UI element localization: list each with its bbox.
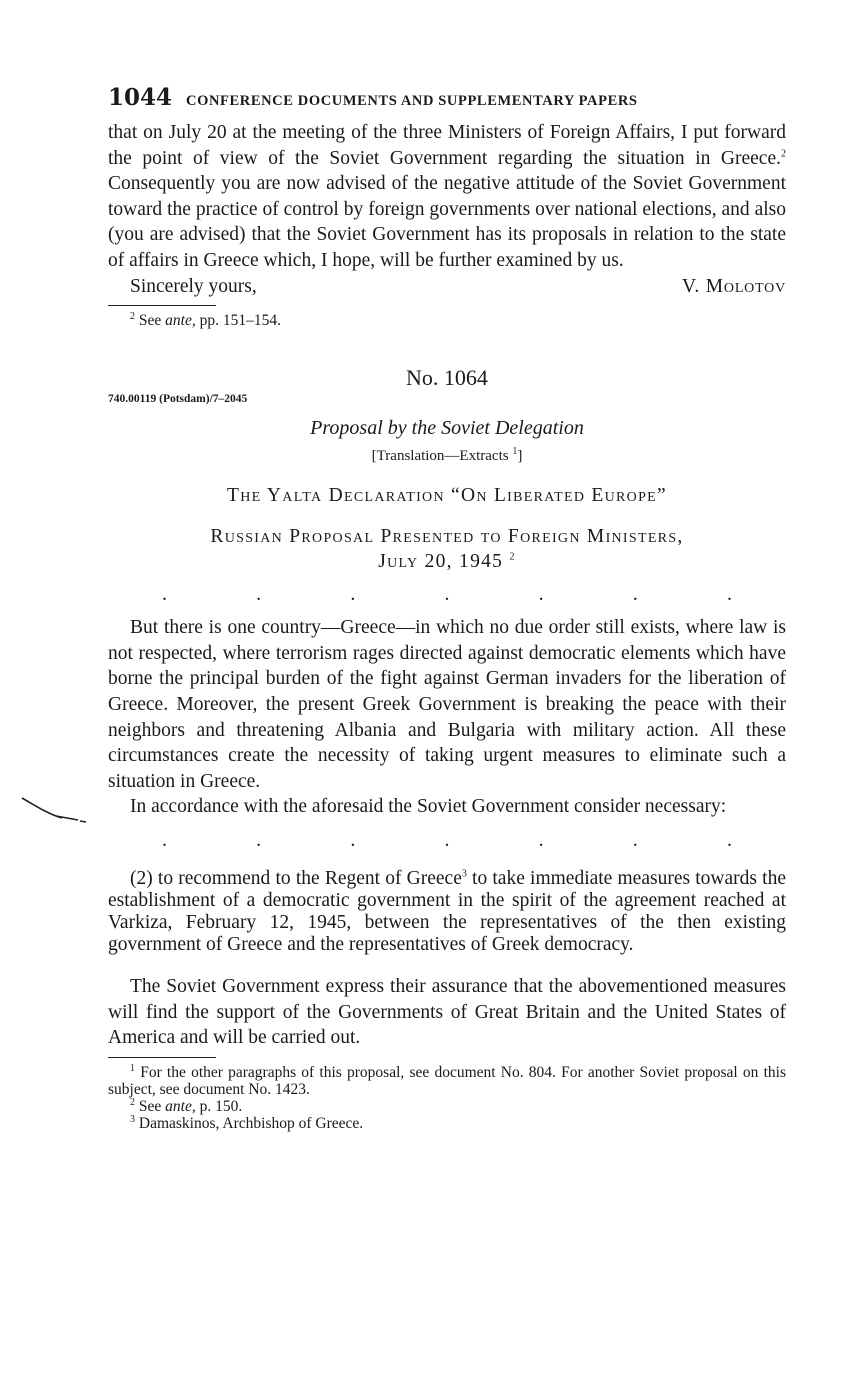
footnote-2: $^2$ See ante, p. 150. bbox=[130, 1096, 243, 1115]
ellipsis-row: . . . . . . . bbox=[162, 583, 732, 606]
letter-footnote: $^2$ See ante, pp. 151–154. bbox=[130, 311, 281, 330]
page-number: 1044 bbox=[108, 84, 173, 111]
ellipsis-row: . . . . . . . bbox=[162, 828, 732, 851]
translation-note: [Translation—Extracts $^1$] bbox=[371, 446, 523, 465]
handwritten-margin-mark bbox=[18, 794, 98, 828]
running-title: CONFERENCE DOCUMENTS AND SUPPLEMENTARY PAPERS bbox=[186, 93, 638, 109]
heading-yalta-declaration: The Yalta Declaration “On Liberated Europe” bbox=[227, 485, 667, 507]
letter-body: that on July 20 at the meeting of the three Ministers of Foreign Affairs, I put forward the point of view of the Soviet Government regarding the situation in Greece.$^2$ Consequently you are now advised of the negative attitude of the Soviet Government toward the practice of control by foreign governments over national elections, and also (you are advised) that the Soviet Government has its proposals in relation to the state of affairs in Greece which, I hope, will be further examined by us. bbox=[108, 122, 786, 271]
footnote-rule bbox=[108, 1057, 216, 1058]
footnote-ref: 2 bbox=[781, 148, 786, 160]
closing: Sincerely yours, bbox=[130, 275, 257, 297]
document-page bbox=[108, 84, 786, 1132]
document-title: Proposal by the Soviet Delegation bbox=[310, 417, 584, 440]
running-header bbox=[108, 84, 786, 114]
paragraph-greece-situation: But there is one country—Greece—in which no due order still exists, where law is not respected, where terrorism rages directed against democratic elements which have borne the principal burden of the fight against German invaders for the liberation of Greece. Moreover, the present Greek Government is breaking the peace with their neighbors and threatening Albania and Bulgaria with military action. All these circumstances create the necessity of taking urgent measures to eliminate such a situation in Greece. bbox=[108, 617, 786, 792]
signoff bbox=[108, 274, 786, 300]
footnote-3: $^3$ Damaskinos, Archbishop of Greece. bbox=[130, 1113, 364, 1132]
paragraph-recommendation: (2) to recommend to the Regent of Greece$^3$ to take immediate measures towards the establishment of a democratic government in the spirit of the agreement reached at Varkiza, February 12, 1945, between the representatives of the then existing government of Greece and the representatives of Greek democracy. bbox=[108, 867, 786, 955]
footnote-1: $^1$ For the other paragraphs of this proposal, see document No. 804. For another Soviet proposal on this subject, see document No. 1423. bbox=[108, 1062, 786, 1098]
signature: V. Molotov bbox=[682, 275, 786, 297]
footnote-rule bbox=[108, 305, 216, 306]
file-reference: 740.00119 (Potsdam)/7–2045 bbox=[108, 393, 248, 406]
document-number: No. 1064 bbox=[406, 365, 488, 391]
paragraph-consider-necessary: In accordance with the aforesaid the Soviet Government consider necessary: bbox=[130, 796, 727, 818]
paragraph-assurance: The Soviet Government express their assurance that the abovementioned measures will find the support of the Governments of Great Britain and the United States of America and will be carried out. bbox=[108, 975, 786, 1049]
heading-russian-proposal: Russian Proposal Presented to Foreign Ministers, July 20, 1945 $^2$ bbox=[210, 526, 684, 573]
